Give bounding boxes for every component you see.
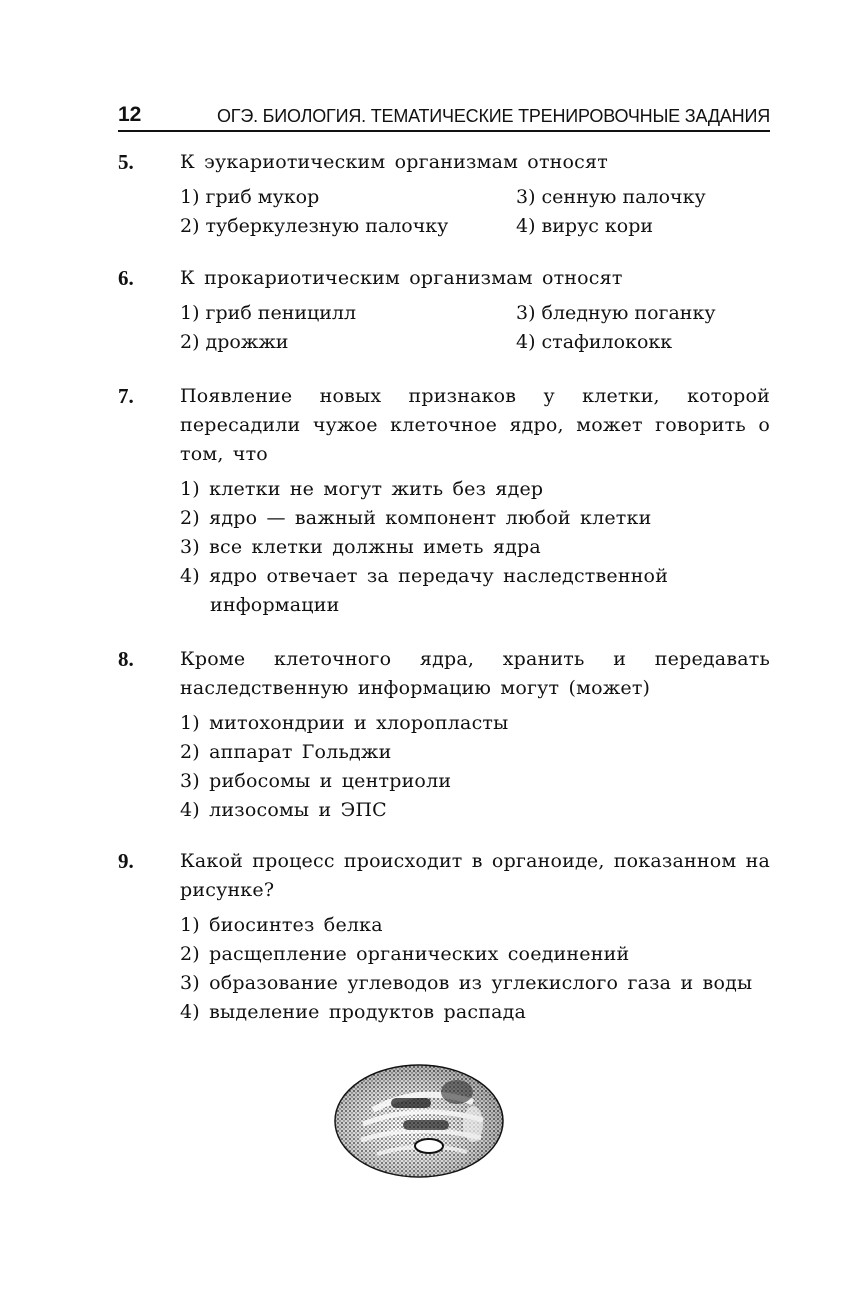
answer-option[interactable]: 3) сенную палочку bbox=[516, 186, 706, 208]
answer-option[interactable]: 1) биосинтез белка bbox=[180, 914, 383, 936]
organelle-figure bbox=[333, 1062, 505, 1180]
question-8 bbox=[118, 645, 770, 825]
answer-option[interactable]: 4) вирус кори bbox=[516, 215, 654, 237]
question-number: 7. bbox=[118, 384, 134, 408]
question-text: Появление новых признаков у клетки, которой пересадили чужое клеточное ядро, может говорить о том, что bbox=[180, 385, 770, 465]
answer-option[interactable]: 1) гриб мукор bbox=[180, 186, 320, 208]
question-9 bbox=[118, 847, 770, 1027]
question-text: Какой процесс происходит в органоиде, показанном на рисунке? bbox=[180, 850, 770, 901]
question-number: 9. bbox=[118, 849, 134, 873]
answer-option[interactable]: 3) все клетки должны иметь ядра bbox=[180, 536, 541, 558]
answer-option[interactable]: 2) расщепление органических соединений bbox=[180, 943, 630, 965]
question-text: К эукариотическим организмам относят bbox=[180, 151, 608, 173]
answer-option[interactable]: 2) ядро — важный компонент любой клетки bbox=[180, 507, 652, 529]
organelle-illustration-icon bbox=[333, 1062, 505, 1180]
answer-option[interactable]: 3) образование углеводов из углекислого газа и воды bbox=[180, 972, 753, 994]
answer-option[interactable]: 2) аппарат Гольджи bbox=[180, 741, 392, 763]
question-text: Кроме клеточного ядра, хранить и передавать наследственную информацию могут (может) bbox=[180, 648, 770, 699]
question-7 bbox=[118, 382, 770, 620]
answer-option[interactable]: 3) бледную поганку bbox=[516, 302, 716, 324]
answer-option[interactable]: 1) митохондрии и хлоропласты bbox=[180, 712, 509, 734]
answer-option[interactable]: 1) клетки не могут жить без ядер bbox=[180, 478, 544, 500]
answer-option[interactable]: 3) рибосомы и центриоли bbox=[180, 770, 452, 792]
question-number: 6. bbox=[118, 266, 134, 290]
question-number: 5. bbox=[118, 150, 134, 174]
answer-option[interactable]: 2) дрожжи bbox=[180, 331, 289, 353]
question-6 bbox=[118, 264, 770, 357]
answer-option[interactable]: 2) туберкулезную палочку bbox=[180, 215, 449, 237]
page-header bbox=[118, 102, 770, 132]
answer-options bbox=[180, 183, 770, 241]
question-text: К прокариотическим организмам относят bbox=[180, 267, 623, 289]
answer-option[interactable]: 4) стафилококк bbox=[516, 331, 673, 353]
question-number: 8. bbox=[118, 647, 134, 671]
answer-option[interactable]: 4) выделение продуктов распада bbox=[180, 1001, 527, 1023]
question-5 bbox=[118, 148, 770, 241]
answer-option[interactable]: 1) гриб пеницилл bbox=[180, 302, 357, 324]
answer-options bbox=[180, 299, 770, 357]
page-number: 12 bbox=[118, 103, 142, 126]
running-title: ОГЭ. БИОЛОГИЯ. ТЕМАТИЧЕСКИЕ ТРЕНИРОВОЧНЫЕ ЗАДАНИЯ bbox=[216, 106, 770, 126]
answer-option[interactable]: 4) лизосомы и ЭПС bbox=[180, 799, 387, 821]
answer-option[interactable]: 4) ядро отвечает за передачу наследственной информации bbox=[180, 565, 669, 616]
